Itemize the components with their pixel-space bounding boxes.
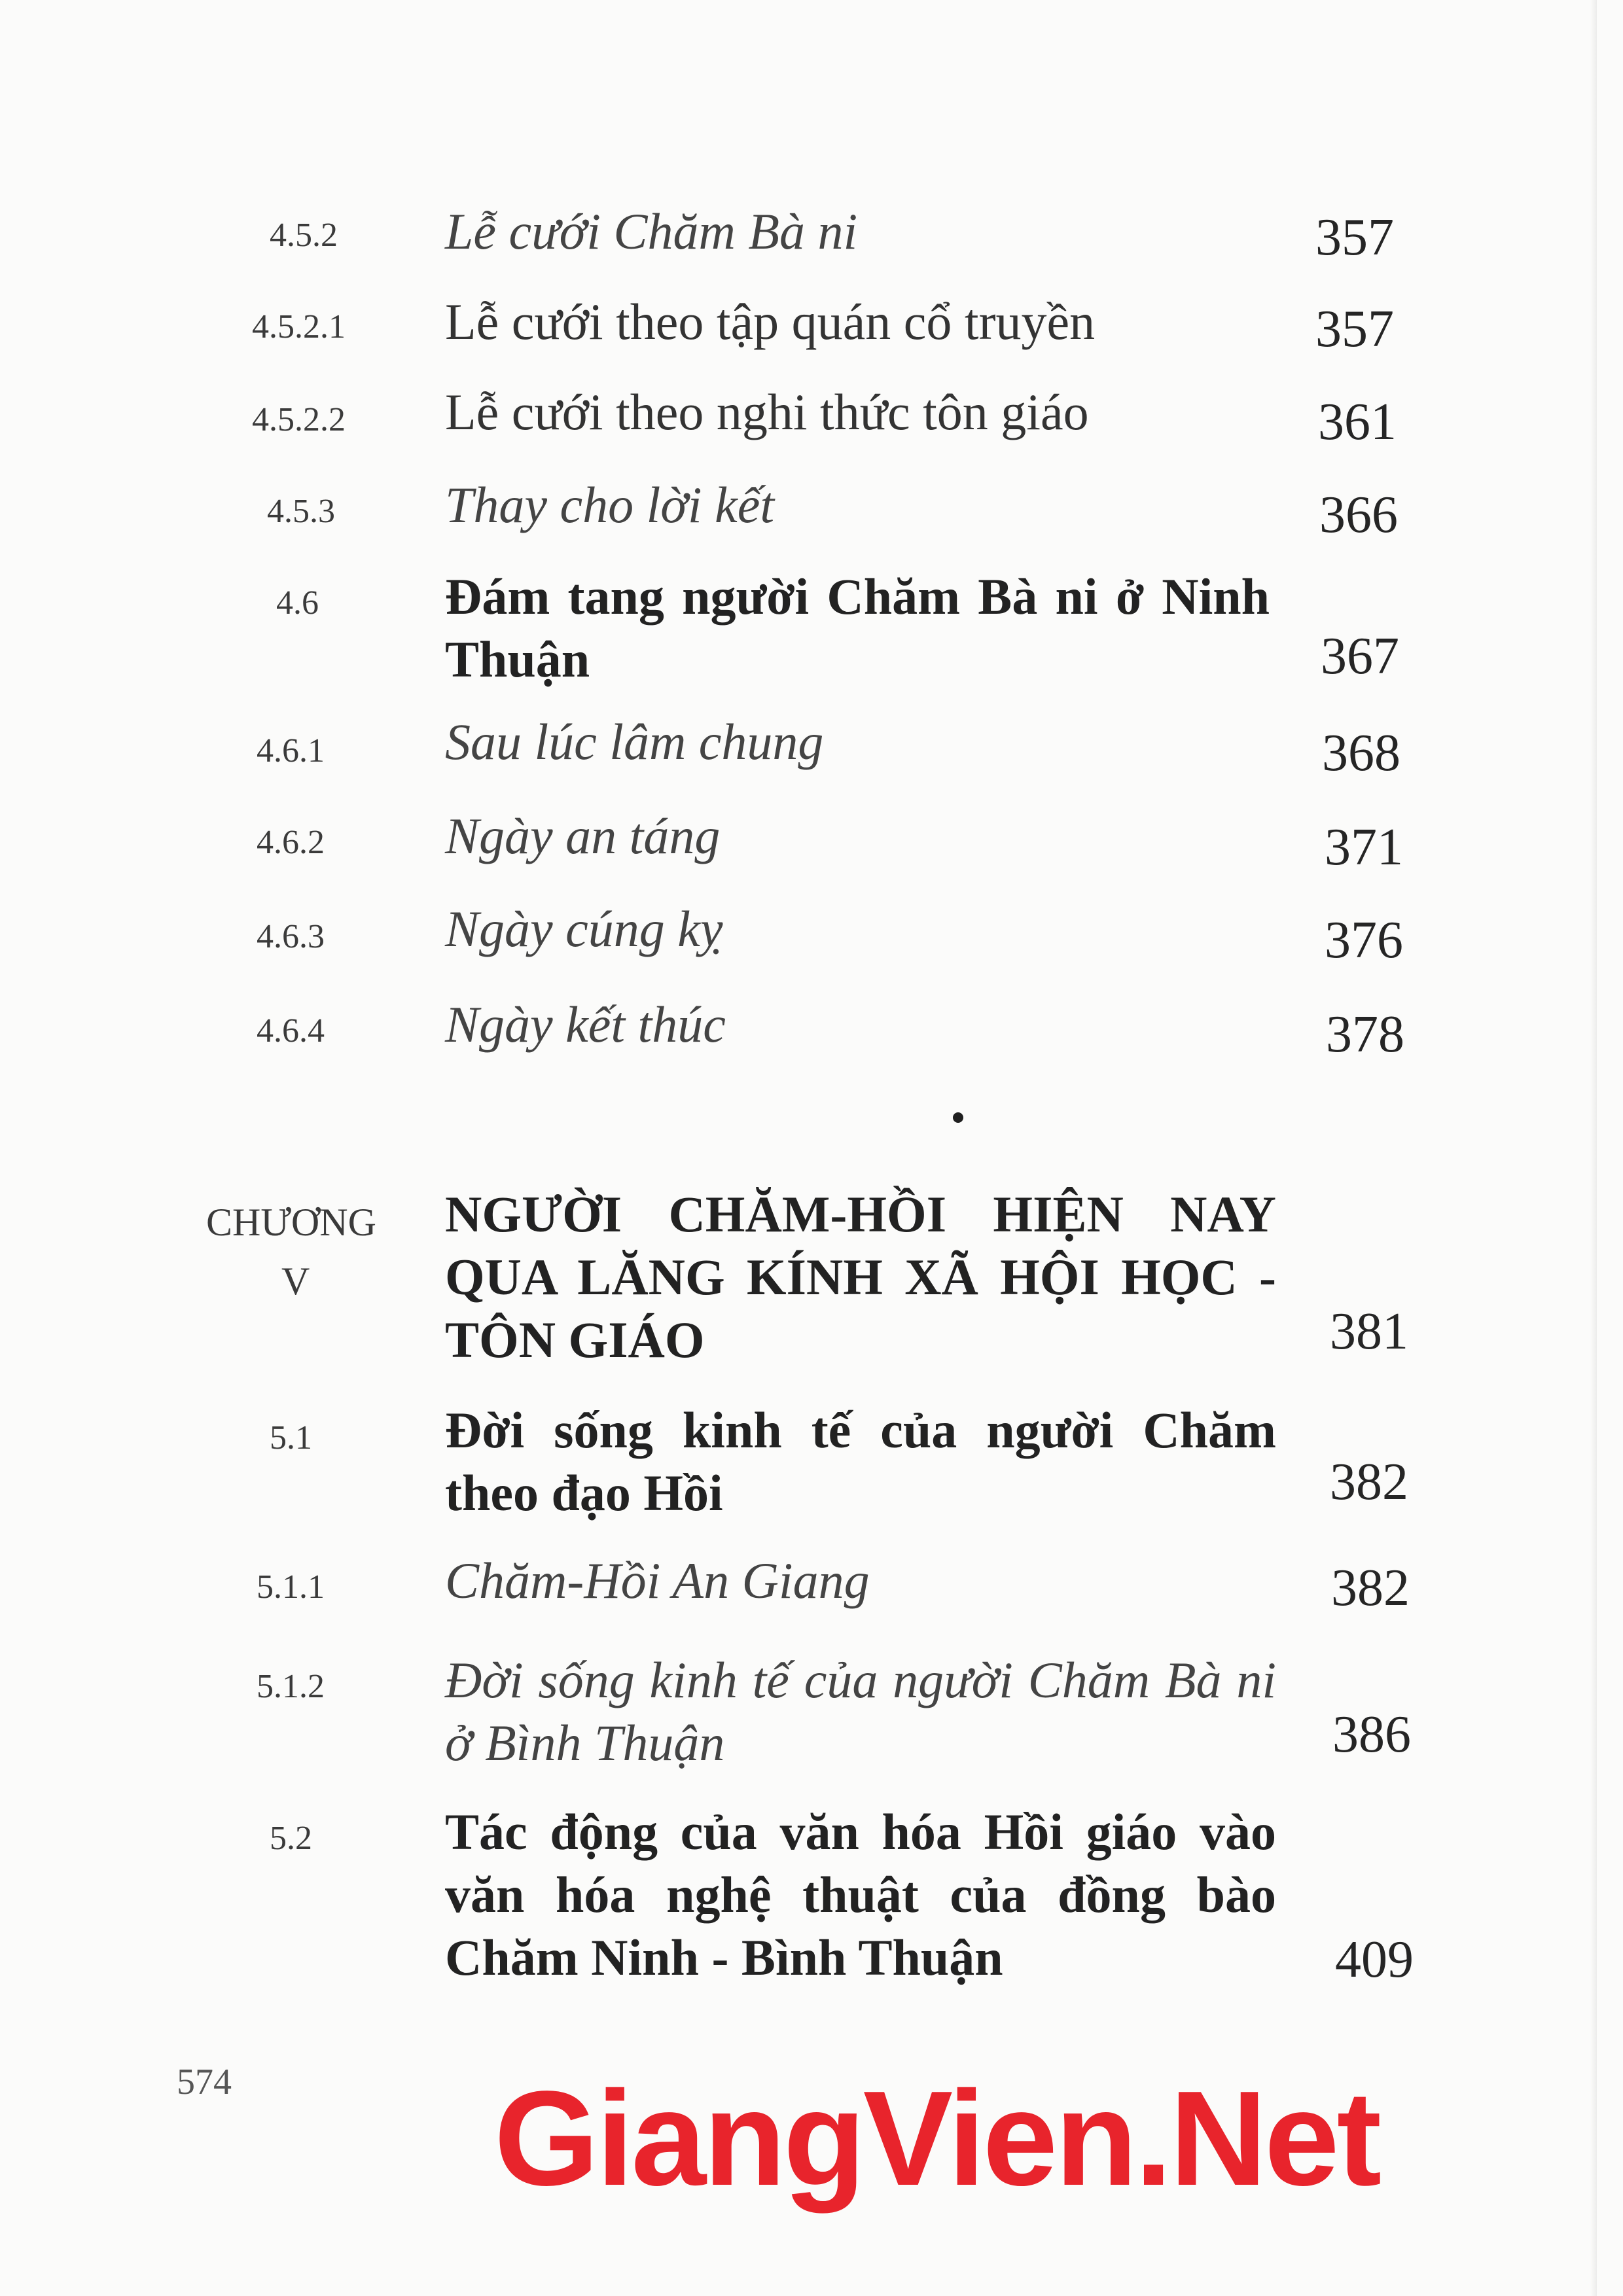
entry-number: 4.5.3 bbox=[267, 493, 335, 530]
entry-page: 368 bbox=[1322, 724, 1400, 782]
entry-page: 381 bbox=[1330, 1303, 1408, 1360]
entry-page: 378 bbox=[1326, 1006, 1404, 1063]
entry-page: 361 bbox=[1318, 393, 1397, 451]
entry-page: 367 bbox=[1321, 627, 1399, 685]
entry-title: Tác động của văn hóa Hồi giáo vào văn hóa nghệ thuật của đồng bào Chăm Ninh - Bình Thuận bbox=[445, 1803, 1276, 1986]
entry-page: 357 bbox=[1315, 209, 1394, 266]
entry-title: Ngày cúng kỵ bbox=[445, 900, 723, 957]
entry-page: 376 bbox=[1325, 911, 1403, 969]
section-separator-dot bbox=[953, 1112, 963, 1123]
page-edge-shadow bbox=[1590, 0, 1597, 2296]
chapter-number: V bbox=[281, 1260, 310, 1303]
entry-number: 5.1 bbox=[270, 1419, 312, 1457]
entry-number: 4.6.1 bbox=[257, 732, 325, 769]
watermark-logo: GiangVien.Net bbox=[494, 2063, 1380, 2214]
entry-title: Lễ cưới theo tập quán cổ truyền bbox=[445, 293, 1096, 350]
entry-number: 4.6.4 bbox=[257, 1012, 325, 1050]
entry-number: 4.5.2.2 bbox=[252, 401, 346, 438]
entry-number: 4.6.3 bbox=[257, 918, 325, 955]
entry-number: 5.1.1 bbox=[257, 1568, 325, 1606]
entry-title: Đời sống kinh tế của người Chăm Bà ni ở Bình Thuận bbox=[445, 1651, 1276, 1771]
entry-title: Đám tang người Chăm Bà ni ở Ninh Thuận bbox=[445, 568, 1270, 688]
entry-page: 366 bbox=[1319, 486, 1398, 544]
entry-page: 371 bbox=[1325, 819, 1403, 876]
chapter-label: CHƯƠNG bbox=[206, 1201, 376, 1244]
entry-page: 382 bbox=[1330, 1453, 1408, 1511]
page-number: 574 bbox=[177, 2062, 232, 2102]
entry-page: 409 bbox=[1335, 1931, 1414, 1988]
entry-title: Sau lúc lâm chung bbox=[445, 713, 824, 770]
entry-title: Ngày kết thúc bbox=[445, 996, 726, 1053]
entry-page: 357 bbox=[1315, 300, 1394, 358]
entry-title: Lễ cưới Chăm Bà ni bbox=[445, 203, 858, 260]
entry-title: Đời sống kinh tế của người Chăm theo đạo Hồi bbox=[445, 1402, 1276, 1521]
entry-title: Ngày an táng bbox=[445, 807, 721, 864]
entry-number: 4.5.2.1 bbox=[252, 308, 346, 345]
entry-title: Chăm-Hồi An Giang bbox=[445, 1552, 870, 1609]
entry-page: 386 bbox=[1332, 1706, 1411, 1763]
entry-page: 382 bbox=[1331, 1559, 1410, 1617]
entry-title: Thay cho lời kết bbox=[445, 476, 775, 533]
entry-number: 5.2 bbox=[270, 1820, 312, 1857]
entry-number: 4.6 bbox=[276, 584, 319, 622]
entry-title: Lễ cưới theo nghi thức tôn giáo bbox=[445, 383, 1089, 440]
entry-number: 5.1.2 bbox=[257, 1668, 325, 1705]
entry-number: 4.5.2 bbox=[270, 217, 338, 254]
chapter-title: NGƯỜI CHĂM-HỒI HIỆN NAY QUA LĂNG KÍNH XÃ HỘI HỌC - TÔN GIÁO bbox=[445, 1186, 1276, 1368]
entry-number: 4.6.2 bbox=[257, 824, 325, 861]
